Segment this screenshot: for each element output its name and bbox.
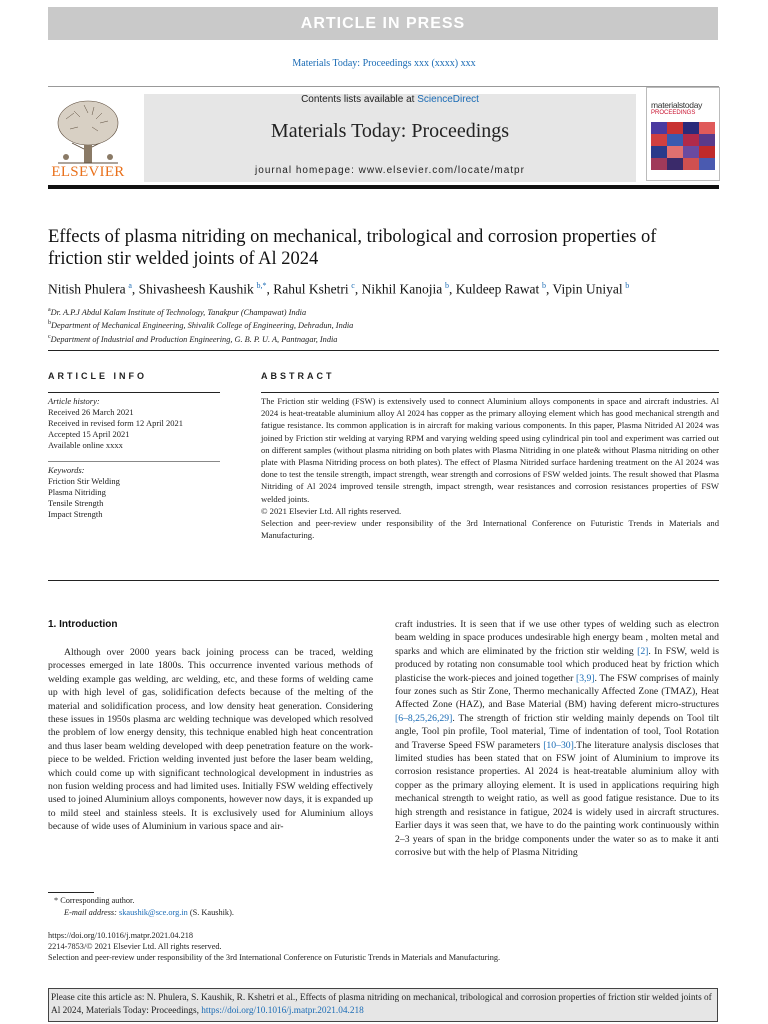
history-online: Available online xxxx <box>48 440 123 450</box>
article-info-heading: ARTICLE INFO <box>48 371 147 381</box>
doi-link[interactable]: https://doi.org/10.1016/j.matpr.2021.04.218 <box>48 931 194 940</box>
keywords-label: Keywords: <box>48 465 85 475</box>
author-name: Nitish Phulera <box>48 281 126 297</box>
journal-cover-thumbnail <box>646 87 720 181</box>
homepage-prefix: journal homepage: <box>255 165 359 176</box>
keyword-item: Tensile Strength <box>48 498 104 508</box>
affiliation-line <box>48 318 718 331</box>
keywords-rule <box>48 461 220 462</box>
reference-link[interactable]: [2] <box>637 645 649 657</box>
cite-this-article-box <box>48 988 718 1022</box>
journal-title: Materials Today: Proceedings <box>270 120 510 142</box>
history-revised: Received in revised form 12 April 2021 <box>48 418 184 428</box>
cite-doi-link[interactable]: https://doi.org/10.1016/j.matpr.2021.04.218 <box>201 1006 364 1016</box>
affiliation-mark: b <box>48 320 51 327</box>
corresponding-note: * Corresponding author. <box>54 896 135 905</box>
banner-text: ARTICLE IN PRESS <box>300 14 466 32</box>
article-history <box>48 396 220 451</box>
header-bottom-rule <box>48 185 719 189</box>
email-suffix: (S. Kaushik). <box>189 908 234 917</box>
author-affiliation-mark[interactable]: b <box>444 281 449 290</box>
keyword-item: Friction Stir Welding <box>48 476 120 486</box>
email-note <box>64 908 234 917</box>
cover-title-sub: PROCEEDINGS <box>651 110 696 116</box>
abstract-bottom-rule <box>48 580 719 581</box>
affiliation-line <box>48 305 718 318</box>
author-email-link[interactable]: skaushik@sce.org.in <box>119 908 188 917</box>
affiliation-mark: a <box>48 307 51 313</box>
affiliation-text: Department of Industrial and Production Engineering, G. B. P. U. A, Pantnagar, India <box>50 334 338 344</box>
affiliation-mark: c <box>48 333 51 340</box>
email-label: E-mail address: <box>64 908 117 917</box>
author-affiliation-mark[interactable]: c <box>351 281 355 290</box>
sciencedirect-link[interactable]: ScienceDirect <box>417 94 479 105</box>
body-text: . The strength of friction stir welding mainly depends on Tool tilt angle, Tool pin profile, Tool material, Time of indentation of tool, Tool Rotation and Traverse Speed FSW parameters <box>395 712 719 751</box>
body-text: craft industries. It is seen that if we use other types of welding such as electron beam welding in space produces undesirable high energy beam , molten metal and sparks and which are eliminated by the friction stir welding <box>395 619 719 657</box>
affiliation-line <box>48 332 718 345</box>
intro-left-column: Although over 2000 years back joining process can be traced, welding processes emerged in late 1800s. This occurrence invented various methods of welding example gas welding, arc welding, etc, and these forms of welding came up with high level of gas, solidification defects because of the melting of the material and solidification process, and low density heat generation. Considering these issues in 1950s plasma arc welding technique was developed which resolved the problem of low energy density, this technique enabled high heat concentration and thus laser beam welding developed with deep penetration feature on the work-piece to be welded. Friction welding invented just before the laser beam welding, which could come up with significant technological development in industries as non fusion welding process and had limited uses. Initially FSW welding effectively used to joined Aluminium alloys components, however now days, it is expanded up to mild steel and stainless steels. It is exclusively used for Aluminium alloys because of wide uses of Aluminium in various space and air- <box>48 647 373 833</box>
author-list: Nitish Phulera $^a$, Shivasheesh Kaushik $^{b,*}$, Rahul Kshetri $^c$, Nikhil Kanojia $^b$, Kuldeep Rawat $^b$, Vipin Uniyal $^b$ <box>48 281 630 297</box>
title-bottom-rule <box>48 350 719 351</box>
contents-prefix: Contents lists available at <box>301 94 418 105</box>
author-affiliation-mark[interactable]: a <box>128 281 132 290</box>
reference-link[interactable]: [6–8,25,26,29] <box>395 712 453 724</box>
keyword-item: Plasma Nitriding <box>48 487 106 497</box>
corresponding-text: Corresponding author. <box>60 896 135 905</box>
author-name: Vipin Uniyal <box>552 281 623 297</box>
cover-mosaic-image <box>651 122 715 170</box>
article-history-label: Article history: <box>48 396 100 406</box>
author-name: Kuldeep Rawat <box>455 281 540 297</box>
footer-peer-review: Selection and peer-review under responsibility of the 3rd International Conference on Futuristic Trends in Materials and Manufacturing. <box>48 953 501 962</box>
author-affiliation-mark[interactable]: b,* <box>256 281 267 290</box>
keywords-block <box>48 465 220 520</box>
body-text: . The FSW comprises of mainly four zones such as Stir Zone, Thermo mechanically Affected Zone (TMAZ), Heat Affected Zone (HAZ), and Base Material (BM) having deferent micro-structures <box>395 672 719 711</box>
header-top-rule <box>48 86 719 87</box>
journal-homepage <box>144 165 636 176</box>
issn-line: 2214-7853/© 2021 Elsevier Ltd. All rights reserved. <box>48 942 222 951</box>
body-text: .The literature analysis discloses that limited studies has been stated that on FSW joint of Aluminium to improve its corrosion resistance properties. Al 2024 is heat-treatable aluminium alloy with copper as the primary alloying element. It is used in applications requiring high mechanical strength to weight ratio, as well as good fatigue resistance. Due to its high strength and resistance in fatigue, 2024 is widely used in aircraft structures. Earlier days it was seen that, we have to do the painting work continuously within 2–3 years of span in the bridge components under the water so as to make it anti corrosive but with the help of Plasma Nitriding <box>395 739 719 858</box>
reference-link[interactable]: [10–30] <box>543 739 574 751</box>
body-text: . In FSW, weld is produced by rotating non consumable tool which produced heat by friction which plasticise the work-pieces and joined together <box>395 645 719 684</box>
footnote-rule <box>48 892 94 893</box>
homepage-url[interactable]: www.elsevier.com/locate/matpr <box>358 165 525 176</box>
abstract-body: The Friction stir welding (FSW) is extensively used to connect Aluminium alloys components in space and aircraft industries. Al 2024 is heat-treatable aluminium alloy Al 2024 has copper as the primary alloying element which has good mechanical strength and fatigue resistance. Its common application is in aircraft for making various components. In this paper, Plasma Nitrided Al 2024 was joined by Friction stir welding at varying RPM and varying welding speed using cylindrical pin tool and experiment was carried out on different samples (without plasma nitriding on both plates with Plasma Nitriding in one plate& without Plasma nitriding on other plate with Plasma Nitriding process on both plates). The effect of Plasma Nitrided surface hardening treatment on the Al 2024 was done to test the tensile strength, impact strength, wear strength and corrosions of FSW welded joints. The result showed that Plasma Nitriding of Al 2024 improved tensile strength, impact strength, wear resistances and corrosion resistances properties of FSW welded joints. <box>261 396 719 504</box>
journal-citation-line[interactable]: Materials Today: Proceedings xxx (xxxx) xxx <box>292 58 476 69</box>
article-in-press-banner <box>48 7 718 40</box>
author-name: Shivasheesh Kaushik <box>138 281 254 297</box>
author-affiliation-mark[interactable]: b <box>625 281 630 290</box>
affiliation-text: Dr. A.P.J Abdul Kalam Institute of Technology, Tanakpur (Champawat) India <box>50 307 307 317</box>
keyword-item: Impact Strength <box>48 509 103 519</box>
history-received: Received 26 March 2021 <box>48 407 134 417</box>
cover-title-main: materialstoday <box>651 100 703 110</box>
elsevier-wordmark: ELSEVIER <box>51 164 125 180</box>
abstract-peer-review: Selection and peer-review under responsibility of the 3rd International Conference on Futuristic Trends in Materials and Manufacturing. <box>261 518 719 541</box>
abstract-text-block <box>261 395 719 541</box>
abstract-rule <box>261 392 719 393</box>
article-info-rule <box>48 392 220 393</box>
cite-text: Please cite this article as: N. Phulera, S. Kaushik, R. Kshetri et al., Effects of plasma nitriding on mechanical, tribological and corrosion properties of friction stir welded joints of Al 2024, Materials Today: Proceedings, <box>51 993 712 1016</box>
affiliation-text: Department of Mechanical Engineering, Shivalik College of Engineering, Dehradun, India <box>51 321 354 331</box>
author-name: Rahul Kshetri <box>273 281 349 297</box>
author-affiliation-mark[interactable]: b <box>542 281 546 290</box>
author-name: Nikhil Kanojia <box>361 281 443 297</box>
intro-right-column <box>395 618 719 859</box>
section-heading-introduction: 1. Introduction <box>48 619 118 630</box>
reference-link[interactable]: [3,9] <box>575 672 595 684</box>
abstract-heading: ABSTRACT <box>261 371 335 381</box>
contents-availability <box>144 94 636 105</box>
affiliations <box>48 305 718 345</box>
paper-title: Effects of plasma nitriding on mechanical, tribological and corrosion properties of friction stir welded joints of Al 2024 <box>48 227 657 269</box>
abstract-copyright: © 2021 Elsevier Ltd. All rights reserved. <box>261 505 402 516</box>
history-accepted: Accepted 15 April 2021 <box>48 429 130 439</box>
